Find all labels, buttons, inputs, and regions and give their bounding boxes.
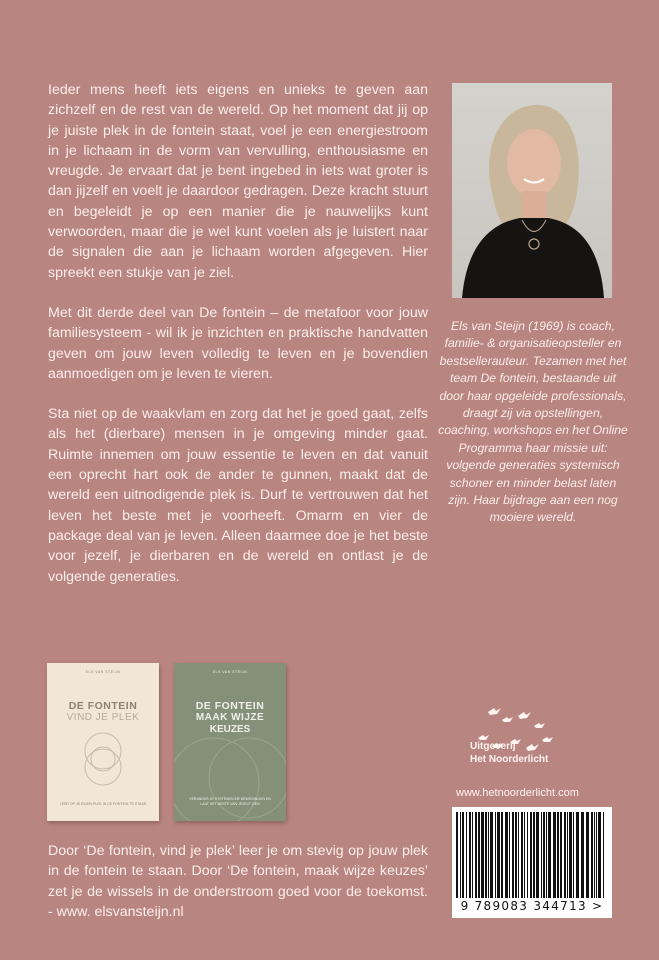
book-subtitle: VERANDER JE SYSTEMISCHE BEWEGINGEN EN LAAT HET BESTE VAN JEZELF ZIEN — [189, 797, 271, 806]
paragraph-3: Sta niet op de waakvlam en zorg dat het je goed gaat, zelfs als het (dierbare) mensen in je omgeving minder gaat. Ruimte innemen om jouw essentie te leven en dat vanuit een oprecht hart ook de ander te gunnen, maakt dat de wereld een uitnodigende plek is. Durf te vertrouwen dat het leven het beste met je voorheeft. Omarm en vier de package deal van je leven. Alleen daarmee doe je het beste voor jezelf, je dierbaren en de wereld en ontlast je de volgende generaties. — [48, 406, 428, 585]
paragraph-1: Ieder mens heeft iets eigens en unieks te geven aan zichzelf en de rest van de wereld. Op het moment dat jij op je juiste plek in de fontein staat, voel je een energiestroom in je lichaam in de vorm van vervulling, enthousiasme en vreugde. Je ervaart dat je bent ingebed in iets wat groter is dan jijzelf en voelt je daardoor gedragen. Deze kracht stuurt en begeleidt je op een manier die je nauwelijks kunt verwoorden, maar die je wel kunt voelen als je luistert naar de signalen die aan je lichaam worden afgegeven. Hier spreekt een stukje van je ziel. — [48, 82, 428, 281]
paragraph-2: Met dit derde deel van De fontein – de metafoor voor jouw familiesysteem - wil ik je inzichten en praktische handvatten geven om jouw leven volledig te leven en je bovendien aanmoedigen om je leven te vieren. — [48, 304, 428, 382]
publisher-line-1: Uitgeverij — [470, 741, 516, 752]
book-title-line3: KEUZES — [209, 724, 251, 735]
author-bio: Els van Steijn (1969) is coach, familie- & organisatieopsteller en bestsellerauteur. Tezamen met het team De fontein, bestaande uit door haar opgeleide professionals, draagt zij via opstellingen, coaching, workshops en het Online Programma haar missie uit: volgende generaties systemisch schoner en minder belast laten zijn. Haar bijdrage aan een nog mooiere wereld. — [438, 319, 628, 525]
book-subtitle: LEER OP JE EIGEN PLEK IN DE FONTEIN TE STAAN — [59, 802, 147, 806]
book-author: ELS VAN STEIJN — [212, 670, 248, 674]
book-title-line2: MAAK WIJZE — [195, 712, 265, 723]
book-cover-maak-wijze-keuzes — [174, 663, 286, 821]
publisher-website: www.hetnoorderlicht.com — [456, 787, 579, 799]
book-title: DE FONTEIN — [195, 700, 265, 712]
publisher-name — [470, 740, 590, 766]
author-photo — [452, 83, 612, 298]
book-author: ELS VAN STEIJN — [85, 670, 121, 674]
fountain-circles-icon — [73, 729, 133, 789]
back-cover-text — [48, 80, 428, 607]
isbn-barcode — [452, 807, 612, 918]
book-cover-vind-je-plek — [47, 663, 159, 821]
book-title-line2: VIND JE PLEK — [66, 712, 140, 723]
book-series-text: Door ‘De fontein, vind je plek’ leer je om stevig op jouw plek in de fontein te staan. Door ‘De fontein, maak wijze keuzes’ zet je de wissels in de onderstroom goed voor de toekomst. - www. elsvansteijn.nl — [48, 843, 428, 920]
book-title: DE FONTEIN — [68, 700, 138, 712]
publisher-line-2: Het Noorderlicht — [470, 754, 549, 765]
barcode-bars — [456, 812, 608, 898]
isbn-number: 9 789083 344713 > — [460, 899, 604, 913]
